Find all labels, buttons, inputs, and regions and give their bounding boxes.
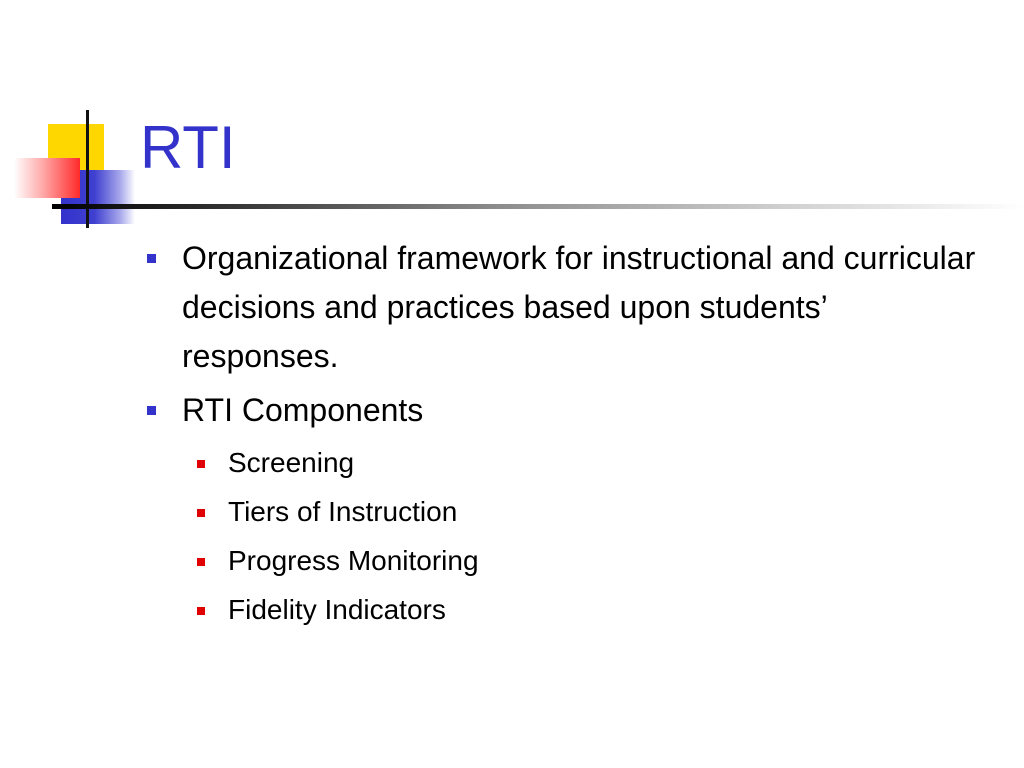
sub-bullet-marker (197, 607, 205, 615)
slide-title: RTI (140, 114, 236, 181)
sub-bullet-item-tiers: Tiers of Instruction (228, 496, 458, 527)
sub-bullet-item-screening: Screening (228, 447, 355, 478)
sub-bullet-item-fidelity: Fidelity Indicators (228, 594, 446, 625)
bullet-item-framework: Organizational framework for instructional and curricular decisions and practices based upon students’ responses. (182, 240, 976, 374)
sub-bullet-marker (197, 460, 205, 468)
sub-bullet-marker (197, 509, 205, 517)
sub-bullet-marker (197, 558, 205, 566)
bullet-marker (147, 406, 156, 415)
bullet-item-rti-components: RTI Components (182, 392, 424, 428)
bullet-marker (147, 254, 156, 263)
sub-bullet-item-progress-monitoring: Progress Monitoring (228, 545, 479, 576)
